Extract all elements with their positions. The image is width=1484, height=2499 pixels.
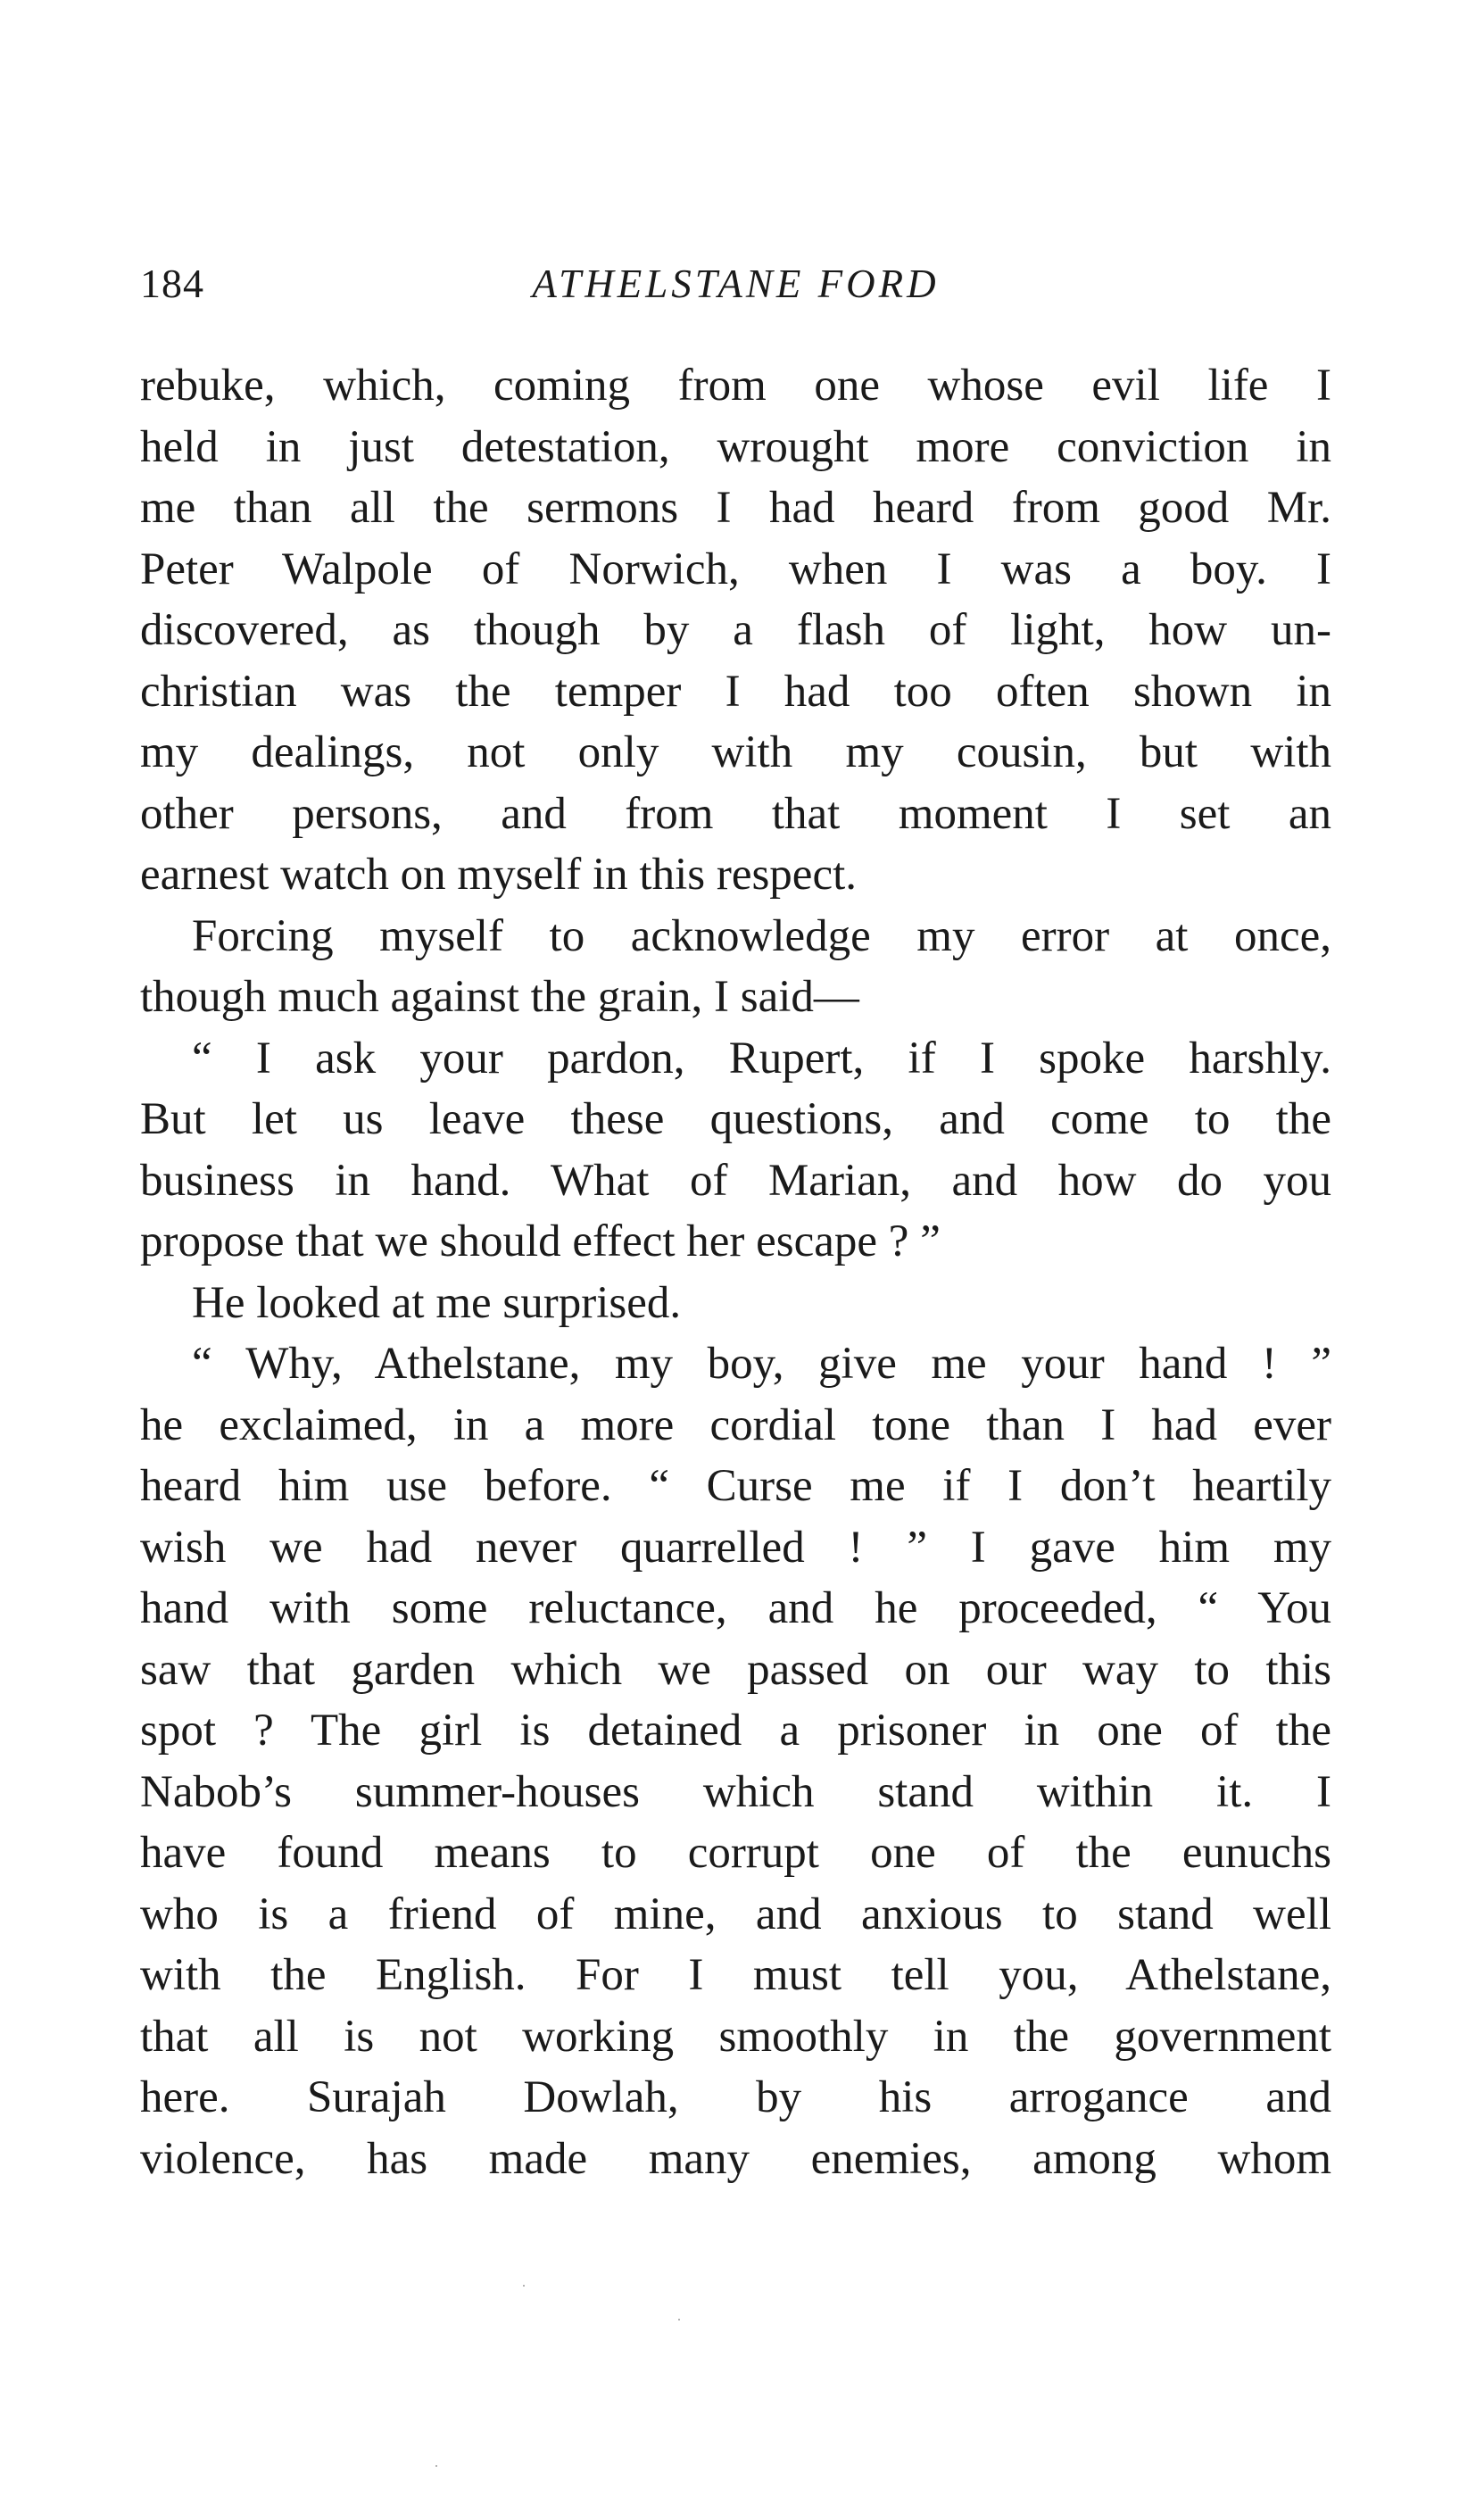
text-line: heard him use before. “ Curse me if I don’t heartily (140, 1461, 1331, 1511)
text-line: my dealings, not only with my cousin, but with (140, 727, 1331, 777)
text-line: that all is not working smoothly in the government (140, 2011, 1331, 2062)
text-line: he exclaimed, in a more cordial tone than I had ever (140, 1399, 1331, 1450)
text-line: He looked at me surprised. (192, 1277, 682, 1328)
text-line: Nabob’s summer-houses which stand within it. I (140, 1766, 1331, 1817)
text-line: wish we had never quarrelled ! ” I gave him my (140, 1522, 1331, 1573)
text-line: violence, has made many enemies, among whom (140, 2133, 1331, 2184)
text-line: hand with some reluctance, and he proceeded, “ You (140, 1583, 1331, 1633)
text-line: who is a friend of mine, and anxious to stand well (140, 1889, 1331, 1939)
paper-speck (678, 2319, 680, 2320)
text-line: “ Why, Athelstane, my boy, give me your hand ! ” (192, 1339, 1331, 1389)
running-title: ATHELSTANE FORD (532, 262, 940, 306)
text-line: with the English. For I must tell you, Athelstane, (140, 1950, 1331, 2000)
text-line: though much against the grain, I said— (140, 972, 859, 1022)
text-line: “ I ask your pardon, Rupert, if I spoke harshly. (192, 1033, 1331, 1083)
text-line: other persons, and from that moment I set an (140, 788, 1331, 839)
text-line: earnest watch on myself in this respect. (140, 850, 858, 900)
text-line: discovered, as though by a flash of light, how un- (140, 605, 1331, 655)
text-line: held in just detestation, wrought more conviction in (140, 421, 1331, 472)
text-line: Forcing myself to acknowledge my error at once, (192, 910, 1331, 961)
text-line: christian was the temper I had too often shown in (140, 666, 1331, 717)
text-line: rebuke, which, coming from one whose evil life I (140, 361, 1331, 411)
text-line: saw that garden which we passed on our way to this (140, 1644, 1331, 1695)
text-line: have found means to corrupt one of the eunuchs (140, 1828, 1331, 1878)
text-line: propose that we should effect her escape ? ” (140, 1216, 941, 1266)
text-line: But let us leave these questions, and come to the (140, 1094, 1331, 1144)
text-line: business in hand. What of Marian, and how do you (140, 1155, 1331, 1206)
paper-speck (435, 2465, 437, 2467)
text-line: Peter Walpole of Norwich, when I was a boy. I (140, 544, 1331, 594)
body-text (140, 355, 1331, 2189)
paper-speck (523, 2285, 525, 2287)
text-line: here. Surajah Dowlah, by his arrogance and (140, 2072, 1331, 2122)
text-line: spot ? The girl is detained a prisoner in one of the (140, 1706, 1331, 1756)
text-line: me than all the sermons I had heard from good Mr. (140, 483, 1331, 533)
page-number: 184 (140, 261, 204, 306)
running-head (140, 257, 1331, 311)
